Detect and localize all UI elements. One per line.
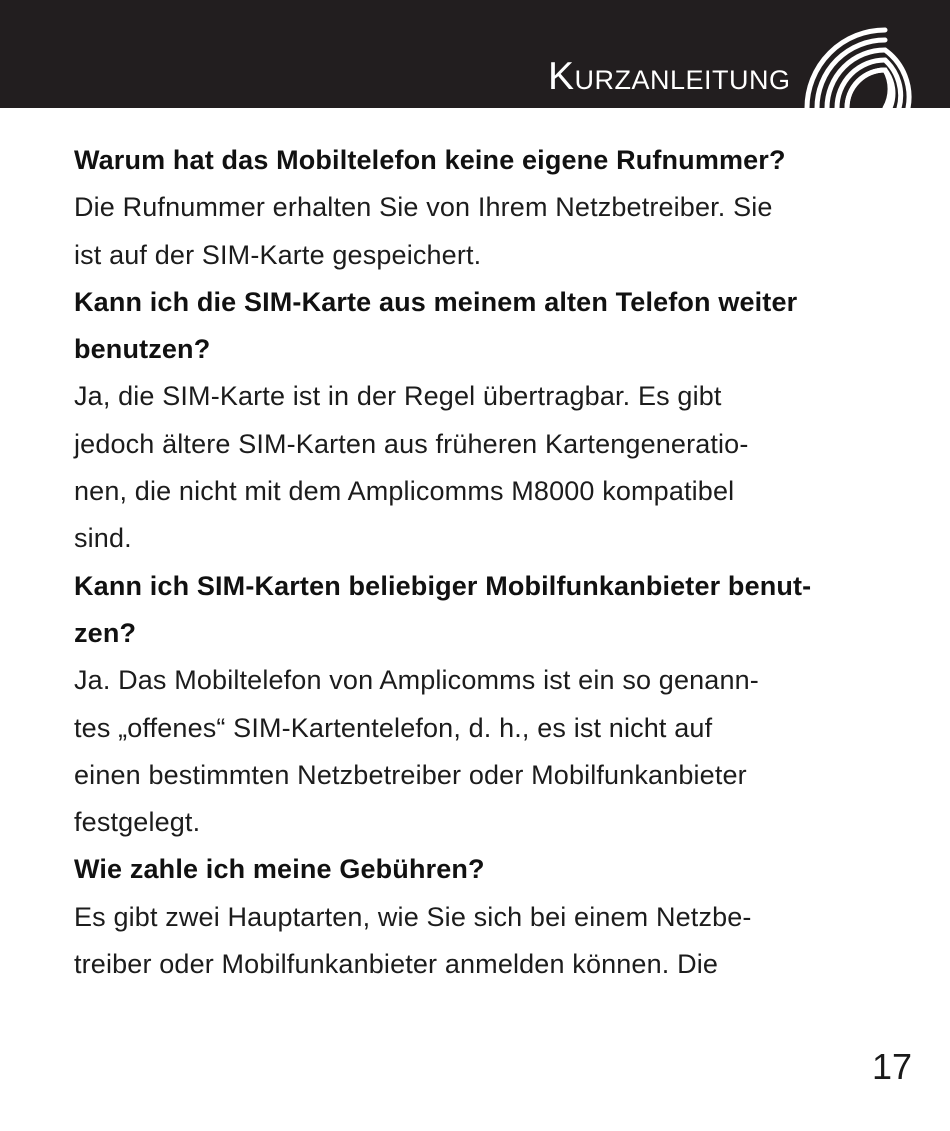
answer-line: Ja, die SIM-Karte ist in der Regel übertragbar. Es gibt (74, 381, 722, 412)
page-number: 17 (871, 1046, 912, 1087)
question-line: benutzen? (74, 334, 211, 365)
question-line: Kann ich die SIM-Karte aus meinem alten Telefon weiter (74, 286, 798, 317)
answer-line: einen bestimmten Netzbetreiber oder Mobilfunkanbieter (74, 759, 747, 790)
answer-line: festgelegt. (74, 807, 201, 838)
answer-line: treiber oder Mobilfunkanbieter anmelden können. Die (74, 949, 719, 980)
answer-line: Die Rufnummer erhalten Sie von Ihrem Netzbetreiber. Sie (74, 192, 773, 223)
question-line: Wie zahle ich meine Gebühren? (74, 854, 485, 885)
answer-line: Es gibt zwei Hauptarten, wie Sie sich bei einem Netzbe- (74, 901, 752, 932)
answer-line: Ja. Das Mobiltelefon von Amplicomms ist ein so genann- (74, 665, 759, 696)
answer-line: tes „offenes“ SIM-Kartentelefon, d. h., es ist nicht auf (74, 712, 713, 743)
section-title: KURZANLEITUNG (548, 55, 791, 98)
question-line: Kann ich SIM-Karten beliebiger Mobilfunkanbieter benut- (74, 570, 812, 601)
signal-arcs-icon (790, 12, 915, 108)
faq-content (74, 137, 914, 988)
question-line: zen? (74, 617, 137, 648)
answer-line: ist auf der SIM-Karte gespeichert. (74, 239, 482, 270)
question-line: Warum hat das Mobiltelefon keine eigene Rufnummer? (74, 145, 786, 175)
answer-line: jedoch ältere SIM-Karten aus früheren Kartengeneratio- (74, 428, 749, 459)
answer-line: nen, die nicht mit dem Amplicomms M8000 kompatibel (74, 476, 735, 507)
answer-line: sind. (74, 523, 132, 554)
